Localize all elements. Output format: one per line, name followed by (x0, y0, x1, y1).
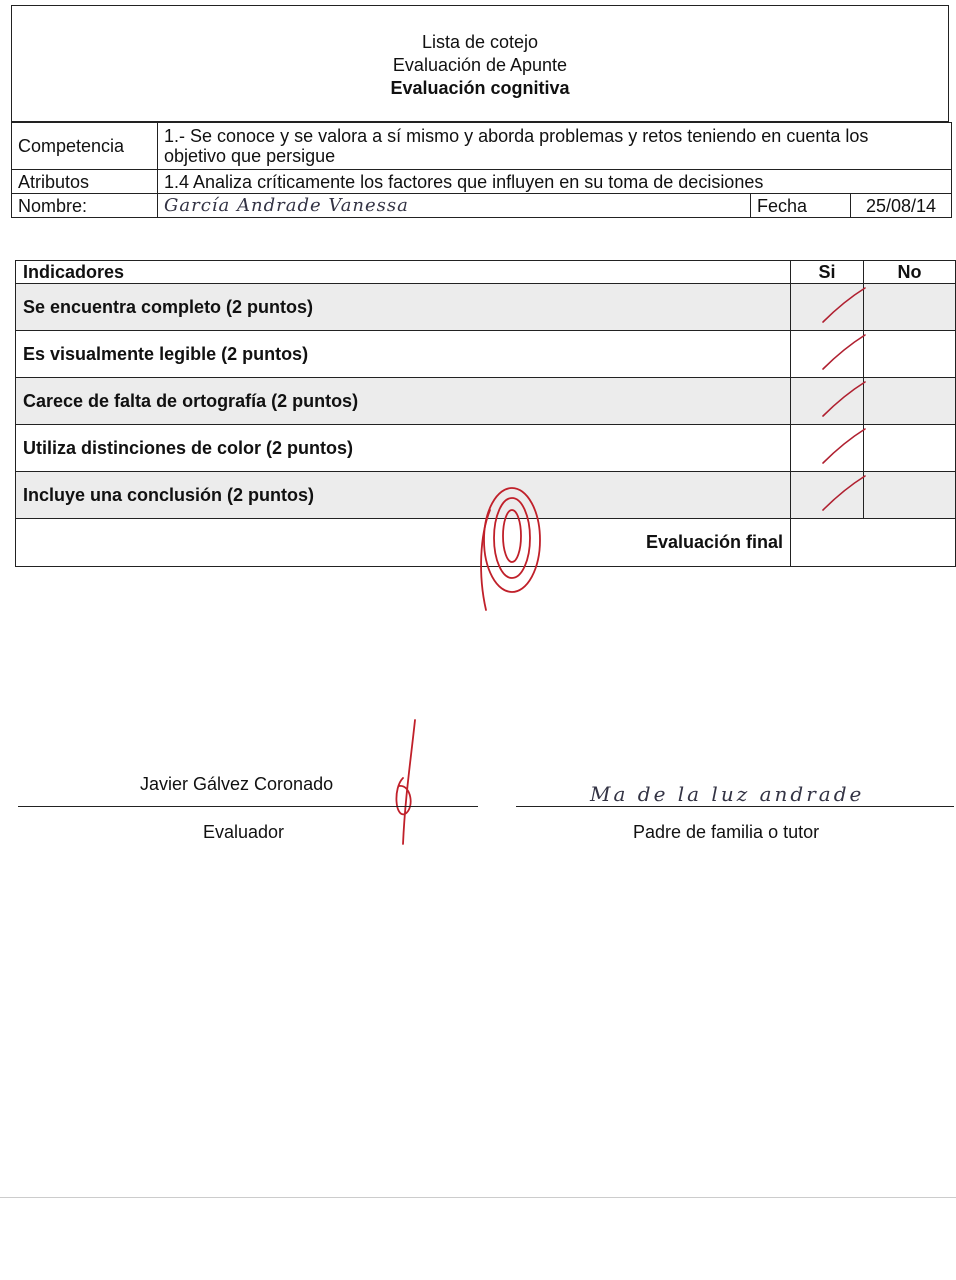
indicator-text: Carece de falta de ortografía (2 puntos) (16, 378, 791, 425)
final-score-text: 10 (510, 616, 512, 617)
fecha-value: 25/08/14 (851, 194, 952, 218)
indicator-si-cell (791, 378, 864, 425)
check-mark-icon (819, 333, 869, 373)
check-mark-icon (819, 474, 869, 514)
indicator-no-cell (864, 331, 956, 378)
nombre-value: García Andrade Vanessa (158, 194, 751, 218)
form-title: Lista de cotejo (421, 32, 539, 52)
fecha-label: Fecha (751, 194, 851, 218)
check-mark-icon (819, 380, 869, 420)
nombre-label: Nombre: (12, 194, 158, 218)
form-type: Evaluación cognitiva (390, 78, 570, 98)
indicator-row (16, 425, 956, 472)
competencia-label: Competencia (12, 123, 158, 170)
indicator-si-cell (791, 425, 864, 472)
grade-digit-zero-inner (503, 510, 521, 562)
atributos-value: 1.4 Analiza críticamente los factores que influyen en su toma de decisiones (158, 170, 952, 194)
form-subtitle: Evaluación de Apunte (392, 55, 568, 75)
form-header (11, 5, 949, 122)
no-header: No (864, 261, 956, 284)
indicator-row (16, 378, 956, 425)
indicator-si-cell (791, 284, 864, 331)
indicator-text: Utiliza distinciones de color (2 puntos) (16, 425, 791, 472)
indicator-no-cell (864, 284, 956, 331)
check-mark-icon (819, 427, 869, 467)
indicator-no-cell (864, 425, 956, 472)
final-evaluation-cell (791, 519, 956, 567)
final-evaluation-label: Evaluación final (16, 519, 791, 567)
indicator-row (16, 284, 956, 331)
page-bottom-rule (0, 1197, 956, 1198)
indicator-text: Incluye una conclusión (2 puntos) (16, 472, 791, 519)
evaluator-role: Evaluador (203, 822, 285, 842)
evaluator-signature-line (18, 806, 478, 807)
evaluator-name: Javier Gálvez Coronado (140, 774, 334, 794)
info-table (11, 122, 952, 218)
final-grade-mark (470, 480, 550, 620)
si-header: Si (791, 261, 864, 284)
grade-digit-zero-outer (484, 488, 540, 592)
indicators-header: Indicadores (16, 261, 791, 284)
indicator-si-cell (791, 472, 864, 519)
check-mark-icon (819, 286, 869, 326)
competencia-value: 1.- Se conoce y se valora a sí mismo y aborda problemas y retos teniendo en cuenta los objetivo que persigue (158, 123, 952, 170)
tutor-role: Padre de familia o tutor (633, 822, 820, 842)
tutor-signature: Ma de la luz andrade (590, 782, 865, 806)
indicator-row (16, 331, 956, 378)
atributos-label: Atributos (12, 170, 158, 194)
indicator-si-cell (791, 331, 864, 378)
evaluator-signature-mark (385, 718, 425, 846)
indicator-text: Se encuentra completo (2 puntos) (16, 284, 791, 331)
tutor-signature-line (516, 806, 954, 807)
indicator-no-cell (864, 378, 956, 425)
indicator-no-cell (864, 472, 956, 519)
indicator-text: Es visualmente legible (2 puntos) (16, 331, 791, 378)
